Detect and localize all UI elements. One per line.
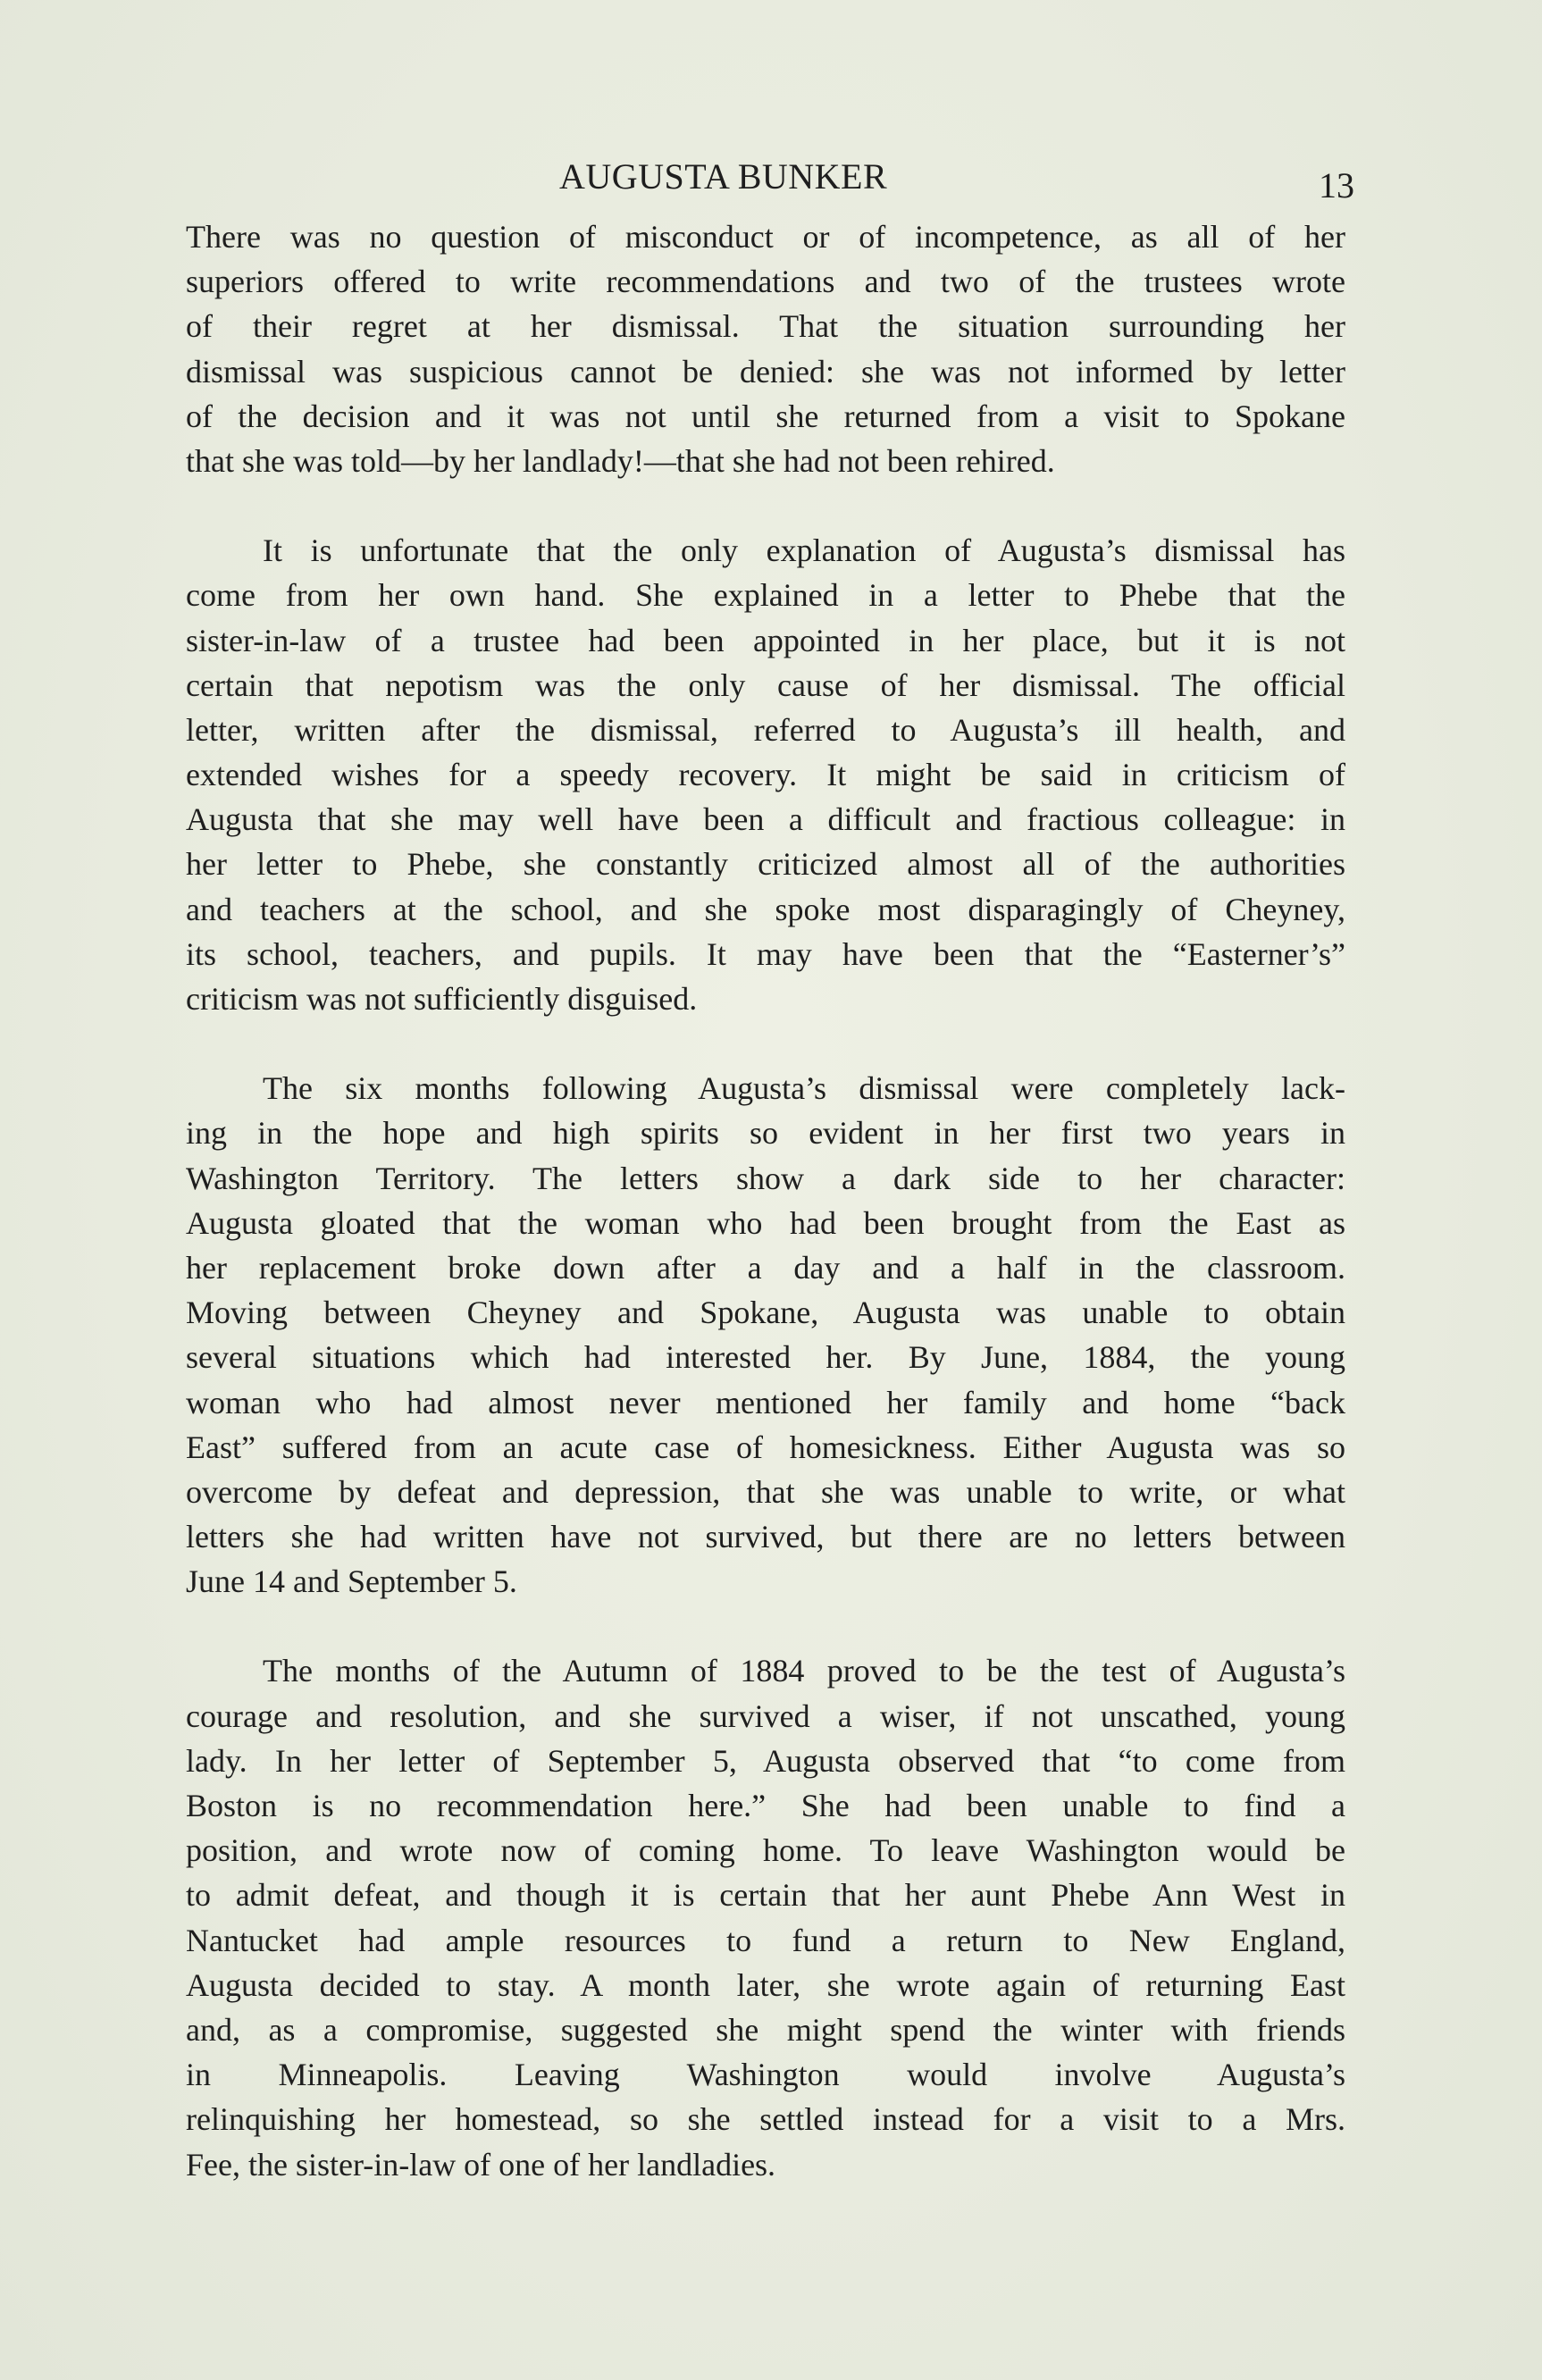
text-line: Moving between Cheyney and Spokane, Augusta was unable to obtain bbox=[186, 1295, 1345, 1331]
text-line: several situations which had interested her. By June, 1884, the young bbox=[186, 1339, 1345, 1376]
paragraph-spacer bbox=[186, 483, 1345, 528]
text-line: ing in the hope and high spirits so evident in her first two years in bbox=[186, 1115, 1345, 1152]
text-line: woman who had almost never mentioned her family and home “back bbox=[186, 1384, 1345, 1420]
text-line: Fee, the sister-in-law of one of her landladies. bbox=[186, 2146, 776, 2183]
running-header bbox=[0, 150, 1542, 204]
text-line: dismissal was suspicious cannot be denied: she was not informed by letter bbox=[186, 353, 1345, 390]
text-line: extended wishes for a speedy recovery. It might be said in criticism of bbox=[186, 757, 1345, 793]
paragraph-1 bbox=[186, 214, 1345, 483]
text-line: to admit defeat, and though it is certain that her aunt Phebe Ann West in bbox=[186, 1877, 1345, 1914]
text-line: There was no question of misconduct or of incompetence, as all of her bbox=[186, 219, 1345, 255]
text-line: lady. In her letter of September 5, Augusta observed that “to come from bbox=[186, 1742, 1345, 1779]
text-line: East” suffered from an acute case of homesickness. Either Augusta was so bbox=[186, 1429, 1345, 1465]
text-line: relinquishing her homestead, so she settled instead for a visit to a Mrs. bbox=[186, 2101, 1345, 2138]
page-number: 13 bbox=[1319, 165, 1354, 205]
text-line: in Minneapolis. Leaving Washington would involve Augusta’s bbox=[186, 2057, 1345, 2093]
text-line: and, as a compromise, suggested she might spend the winter with friends bbox=[186, 2011, 1345, 2048]
text-line: come from her own hand. She explained in a letter to Phebe that the bbox=[186, 577, 1345, 614]
text-line: Washington Territory. The letters show a dark side to her character: bbox=[186, 1160, 1345, 1196]
text-line: her letter to Phebe, she constantly criticized almost all of the authorities bbox=[186, 846, 1345, 883]
text-line: its school, teachers, and pupils. It may have been that the “Easterner’s” bbox=[186, 935, 1345, 972]
text-line: sister-in-law of a trustee had been appointed in her place, but it is not bbox=[186, 622, 1345, 658]
text-line: It is unfortunate that the only explanation of Augusta’s dismissal has bbox=[263, 532, 1345, 569]
text-line: criticism was not sufficiently disguised. bbox=[186, 981, 698, 1017]
text-line: position, and wrote now of coming home. To leave Washington would be bbox=[186, 1832, 1345, 1869]
text-line: Boston is no recommendation here.” She had been unable to find a bbox=[186, 1788, 1345, 1823]
text-line: The six months following Augusta’s dismissal were completely lack- bbox=[263, 1070, 1345, 1107]
text-line: of the decision and it was not until she returned from a visit to Spokane bbox=[186, 398, 1345, 434]
text-line: her replacement broke down after a day and a half in the classroom. bbox=[186, 1249, 1345, 1286]
text-line: Augusta decided to stay. A month later, she wrote again of returning East bbox=[186, 1966, 1345, 2003]
text-line: that she was told—by her landlady!—that she had not been rehired. bbox=[186, 442, 1055, 479]
paragraph-2 bbox=[186, 528, 1345, 1021]
paragraph-3 bbox=[186, 1066, 1345, 1604]
text-line: of their regret at her dismissal. That the situation surrounding her bbox=[186, 308, 1345, 345]
text-line: letter, written after the dismissal, referred to Augusta’s ill health, and bbox=[186, 711, 1345, 748]
paragraph-spacer bbox=[186, 1021, 1345, 1066]
text-line: and teachers at the school, and she spoke most disparagingly of Cheyney, bbox=[186, 891, 1345, 927]
text-line: Augusta that she may well have been a difficult and fractious colleague: in bbox=[186, 801, 1345, 838]
text-line: certain that nepotism was the only cause of her dismissal. The official bbox=[186, 666, 1345, 703]
text-line: letters she had written have not survived, but there are no letters between bbox=[186, 1519, 1345, 1555]
text-line: June 14 and September 5. bbox=[186, 1563, 517, 1600]
paragraph-4 bbox=[186, 1648, 1345, 2186]
running-title: AUGUSTA BUNKER bbox=[559, 156, 888, 197]
text-line: overcome by defeat and depression, that she was unable to write, or what bbox=[186, 1473, 1345, 1510]
text-line: Nantucket had ample resources to fund a return to New England, bbox=[186, 1922, 1345, 1958]
text-line: courage and resolution, and she survived a wiser, if not unscathed, young bbox=[186, 1697, 1345, 1734]
text-line: Augusta gloated that the woman who had been brought from the East as bbox=[186, 1204, 1345, 1241]
text-line: The months of the Autumn of 1884 proved to be the test of Augusta’s bbox=[263, 1653, 1345, 1689]
paragraph-spacer bbox=[186, 1604, 1345, 1648]
text-line: superiors offered to write recommendations and two of the trustees wrote bbox=[186, 264, 1345, 300]
body-text bbox=[186, 214, 1345, 2187]
